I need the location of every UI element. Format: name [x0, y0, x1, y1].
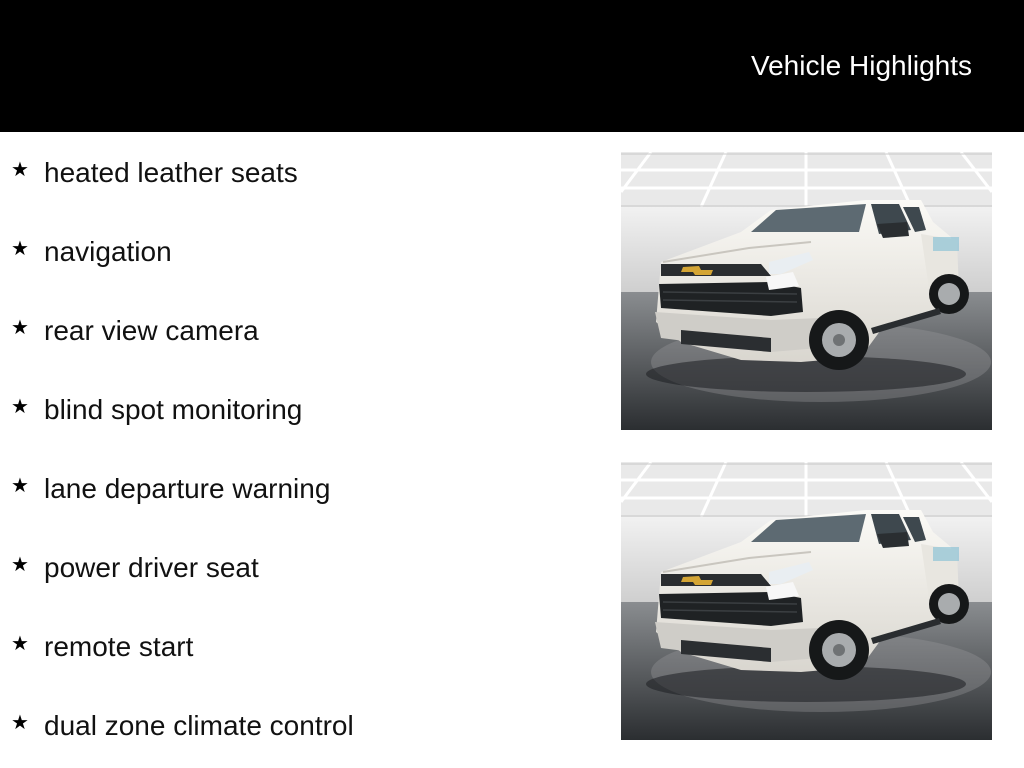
- star-icon: ★: [11, 315, 29, 339]
- star-icon: ★: [11, 552, 29, 576]
- page-title: Vehicle Highlights: [750, 50, 972, 81]
- feature-item: [0, 708, 600, 748]
- feature-label: blind spot monitoring: [44, 394, 303, 425]
- feature-list: [0, 132, 600, 768]
- feature-label: lane departure warning: [44, 473, 331, 504]
- star-icon: ★: [11, 631, 29, 655]
- star-icon: ★: [11, 394, 29, 418]
- star-icon: ★: [11, 236, 29, 260]
- vehicle-photo: [621, 152, 992, 430]
- feature-item: [0, 313, 600, 353]
- star-icon: ★: [11, 473, 29, 497]
- feature-label: rear view camera: [44, 315, 259, 346]
- vehicle-photo: [621, 462, 992, 740]
- star-icon: ★: [11, 710, 29, 734]
- feature-label: navigation: [44, 236, 172, 267]
- star-icon: ★: [11, 157, 29, 181]
- header-bar: [0, 0, 1024, 132]
- feature-item: [0, 471, 600, 511]
- feature-item: [0, 629, 600, 669]
- feature-item: [0, 392, 600, 432]
- feature-label: heated leather seats: [44, 157, 298, 188]
- feature-item: [0, 234, 600, 274]
- feature-item: [0, 155, 600, 195]
- feature-label: remote start: [44, 631, 194, 662]
- feature-item: [0, 550, 600, 590]
- feature-label: dual zone climate control: [44, 710, 354, 741]
- feature-label: power driver seat: [44, 552, 259, 583]
